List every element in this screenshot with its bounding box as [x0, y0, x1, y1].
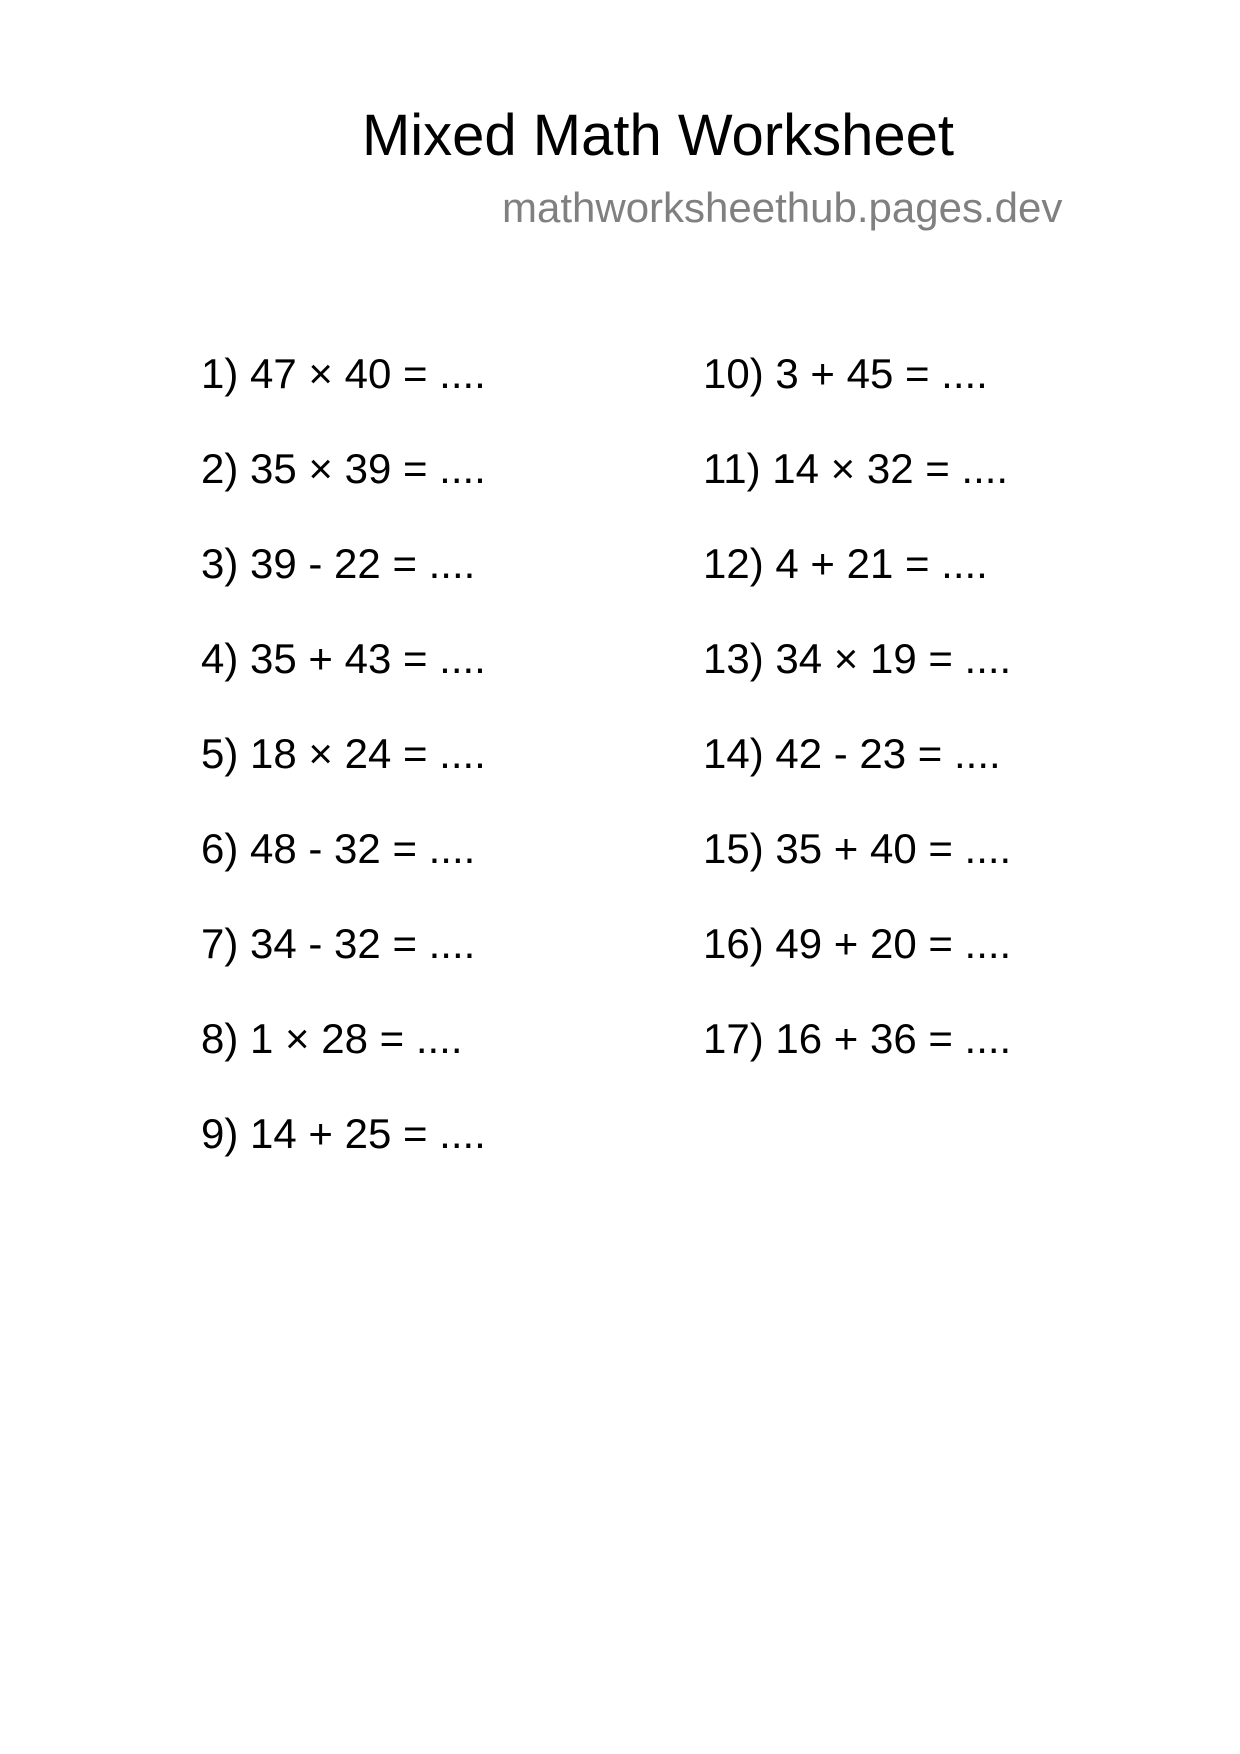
problem-4: 4) 35 + 43 = .... — [201, 635, 486, 682]
problem-16: 16) 49 + 20 = .... — [703, 920, 1012, 967]
problem-5: 5) 18 × 24 = .... — [201, 730, 486, 777]
problem-7: 7) 34 - 32 = .... — [201, 920, 476, 967]
problem-6: 6) 48 - 32 = .... — [201, 825, 476, 872]
problem-13: 13) 34 × 19 = .... — [703, 635, 1012, 682]
problem-1: 1) 47 × 40 = .... — [201, 350, 486, 397]
problem-12: 12) 4 + 21 = .... — [703, 540, 988, 587]
problem-2: 2) 35 × 39 = .... — [201, 445, 486, 492]
problem-9: 9) 14 + 25 = .... — [201, 1110, 486, 1157]
problem-10: 10) 3 + 45 = .... — [703, 350, 988, 397]
website-url: mathworksheethub.pages.dev — [502, 184, 1063, 231]
problems-column-left — [201, 348, 486, 1203]
problem-3: 3) 39 - 22 = .... — [201, 540, 476, 587]
problem-11: 11) 14 × 32 = .... — [703, 445, 1009, 492]
problems-column-right — [703, 348, 1011, 1108]
problem-17: 17) 16 + 36 = .... — [703, 1015, 1012, 1062]
problem-15: 15) 35 + 40 = .... — [703, 825, 1012, 872]
worksheet-title: Mixed Math Worksheet — [361, 103, 955, 168]
problem-8: 8) 1 × 28 = .... — [201, 1015, 463, 1062]
problem-14: 14) 42 - 23 = .... — [703, 730, 1001, 777]
